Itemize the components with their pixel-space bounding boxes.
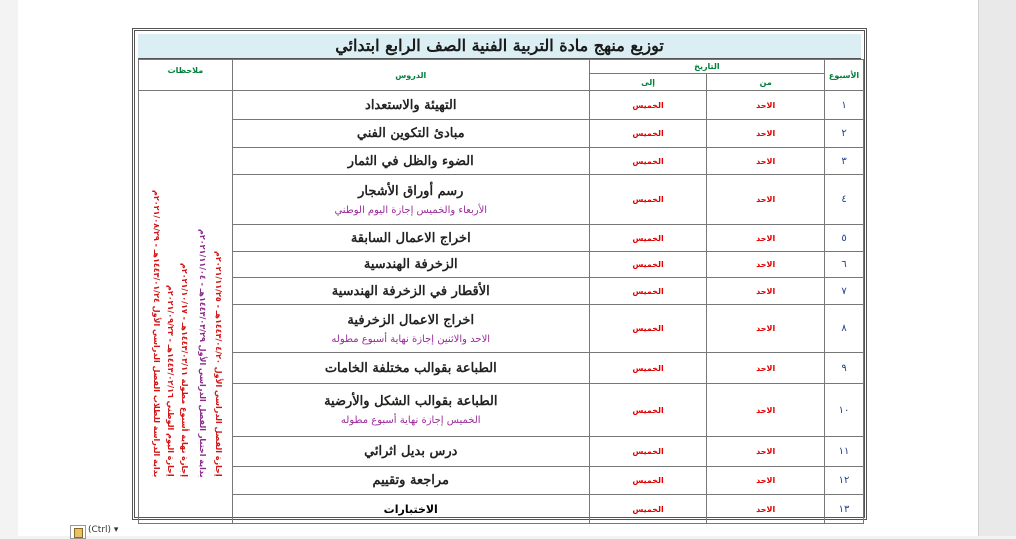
lesson-title: الطباعة بقوالب الشكل والأرضية	[324, 394, 498, 409]
week-number: ٧	[825, 278, 864, 305]
to-day: الخميس	[589, 252, 707, 278]
lesson-cell	[232, 495, 589, 524]
table-row	[139, 467, 864, 495]
lesson-cell	[232, 148, 589, 175]
table-row	[139, 91, 864, 120]
table-row	[139, 305, 864, 353]
week-number: ١١	[825, 437, 864, 467]
lesson-title: الطباعة بقوالب مختلفة الخامات	[324, 360, 497, 376]
from-day: الاحد	[707, 437, 825, 467]
to-day: الخميس	[589, 495, 707, 524]
lesson-note: الاحد والاثنين إجازة نهاية أسبوع مطوله	[331, 333, 491, 345]
lesson-title: مبادئ التكوين الفني	[356, 126, 465, 141]
lesson-title: الزخرفة الهندسية	[363, 257, 458, 272]
to-day: الخميس	[589, 225, 707, 252]
week-number: ٤	[825, 175, 864, 225]
header-from: من	[707, 74, 825, 91]
from-day: الاحد	[707, 252, 825, 278]
lesson-title: التهيئة والاستعداد	[365, 97, 457, 113]
week-number: ١٢	[825, 467, 864, 495]
curriculum-table	[138, 59, 864, 524]
table-title: توزيع منهج مادة التربية الفنية الصف الرابع ابتدائي	[138, 34, 861, 59]
week-number: ٢	[825, 120, 864, 148]
table-row	[139, 120, 864, 148]
lesson-title: اخراج الاعمال الزخرفية	[347, 312, 475, 328]
from-day: الاحد	[707, 384, 825, 437]
lesson-cell	[232, 175, 589, 225]
to-day: الخميس	[589, 120, 707, 148]
to-day: الخميس	[589, 91, 707, 120]
week-number: ٥	[825, 225, 864, 252]
lesson-cell	[232, 278, 589, 305]
note-line: بداية الدراسة للطلاب الفصل الدراسي الأول ١٤٤٣/٠١/٢٤هـ - ٢٠٢١/٠٨/٢٩م	[152, 189, 161, 477]
from-day: الاحد	[707, 175, 825, 225]
header-notes: ملاحظات	[139, 60, 233, 91]
from-day: الاحد	[707, 353, 825, 384]
from-day: الاحد	[707, 148, 825, 175]
to-day: الخميس	[589, 353, 707, 384]
week-number: ٣	[825, 148, 864, 175]
lesson-cell	[232, 120, 589, 148]
to-day: الخميس	[589, 278, 707, 305]
lesson-note: الأربعاء والخميس إجازة اليوم الوطني	[334, 204, 488, 216]
to-day: الخميس	[589, 305, 707, 353]
from-day: الاحد	[707, 495, 825, 524]
table-row	[139, 175, 864, 225]
from-day: الاحد	[707, 467, 825, 495]
from-day: الاحد	[707, 120, 825, 148]
lesson-cell	[232, 353, 589, 384]
lesson-cell	[232, 384, 589, 437]
header-date: التاريخ	[589, 60, 824, 74]
lesson-title: مراجعة وتقييم	[372, 473, 450, 488]
header-week: الأسبوع	[825, 60, 864, 91]
header-to: إلى	[589, 74, 707, 91]
note-line: إجازة نهاية أسبوع مطولة ١٤٤٣/٠٣/١١هـ - ٢٠٢١/١٠/١٧م	[180, 263, 189, 477]
lesson-cell	[232, 305, 589, 353]
to-day: الخميس	[589, 148, 707, 175]
table-row	[139, 252, 864, 278]
from-day: الاحد	[707, 278, 825, 305]
lesson-cell	[232, 437, 589, 467]
table-row	[139, 495, 864, 524]
lesson-title: الأقطار في الزخرفة الهندسية	[331, 283, 490, 299]
week-number: ١٠	[825, 384, 864, 437]
week-number: ٨	[825, 305, 864, 353]
lesson-cell	[232, 225, 589, 252]
lesson-title: درس بديل اثرائي	[364, 444, 458, 459]
from-day: الاحد	[707, 225, 825, 252]
table-row	[139, 437, 864, 467]
paste-options-button[interactable]	[70, 525, 130, 539]
lesson-cell	[232, 91, 589, 120]
lesson-title: الضوء والظل في الثمار	[347, 153, 474, 169]
table-row	[139, 278, 864, 305]
table-row	[139, 384, 864, 437]
to-day: الخميس	[589, 467, 707, 495]
header-lessons: الدروس	[232, 60, 589, 91]
lesson-cell	[232, 467, 589, 495]
from-day: الاحد	[707, 91, 825, 120]
page-margin	[978, 0, 1016, 536]
week-number: ٩	[825, 353, 864, 384]
to-day: الخميس	[589, 384, 707, 437]
lesson-title: الاختبارات	[383, 502, 438, 516]
week-number: ١٣	[825, 495, 864, 524]
table-row	[139, 353, 864, 384]
table-row	[139, 148, 864, 175]
lesson-note: الخميس إجازة نهاية أسبوع مطوله	[340, 415, 481, 426]
to-day: الخميس	[589, 175, 707, 225]
week-number: ١	[825, 91, 864, 120]
note-line: بداية اختبار الفصل الدراسي الأول ١٤٤٣/٠٣/٢٩هـ - ٢٠٢١/١١/٠٤م	[198, 228, 207, 477]
from-day: الاحد	[707, 305, 825, 353]
week-number: ٦	[825, 252, 864, 278]
notes-cell	[139, 91, 233, 524]
to-day: الخميس	[589, 437, 707, 467]
note-line: إجازة الفصل الدراسي الأول ١٤٤٣/٠٤/٢٠هـ - ٢٠٢١/١١/٢٥م	[214, 251, 223, 477]
note-line: إجازة اليوم الوطني ١٤٤٣/٠٢/١٦هـ - ٢٠٢١/٠٩/٢٣م	[166, 285, 175, 477]
lesson-title: رسم أوراق الأشجار	[358, 183, 464, 199]
lesson-cell	[232, 252, 589, 278]
paste-shortcut-label: (Ctrl) ▾	[88, 525, 119, 535]
curriculum-table-frame	[132, 28, 867, 520]
clipboard-icon	[70, 525, 86, 539]
lesson-title: اخراج الاعمال السابقة	[350, 230, 471, 246]
table-row	[139, 225, 864, 252]
